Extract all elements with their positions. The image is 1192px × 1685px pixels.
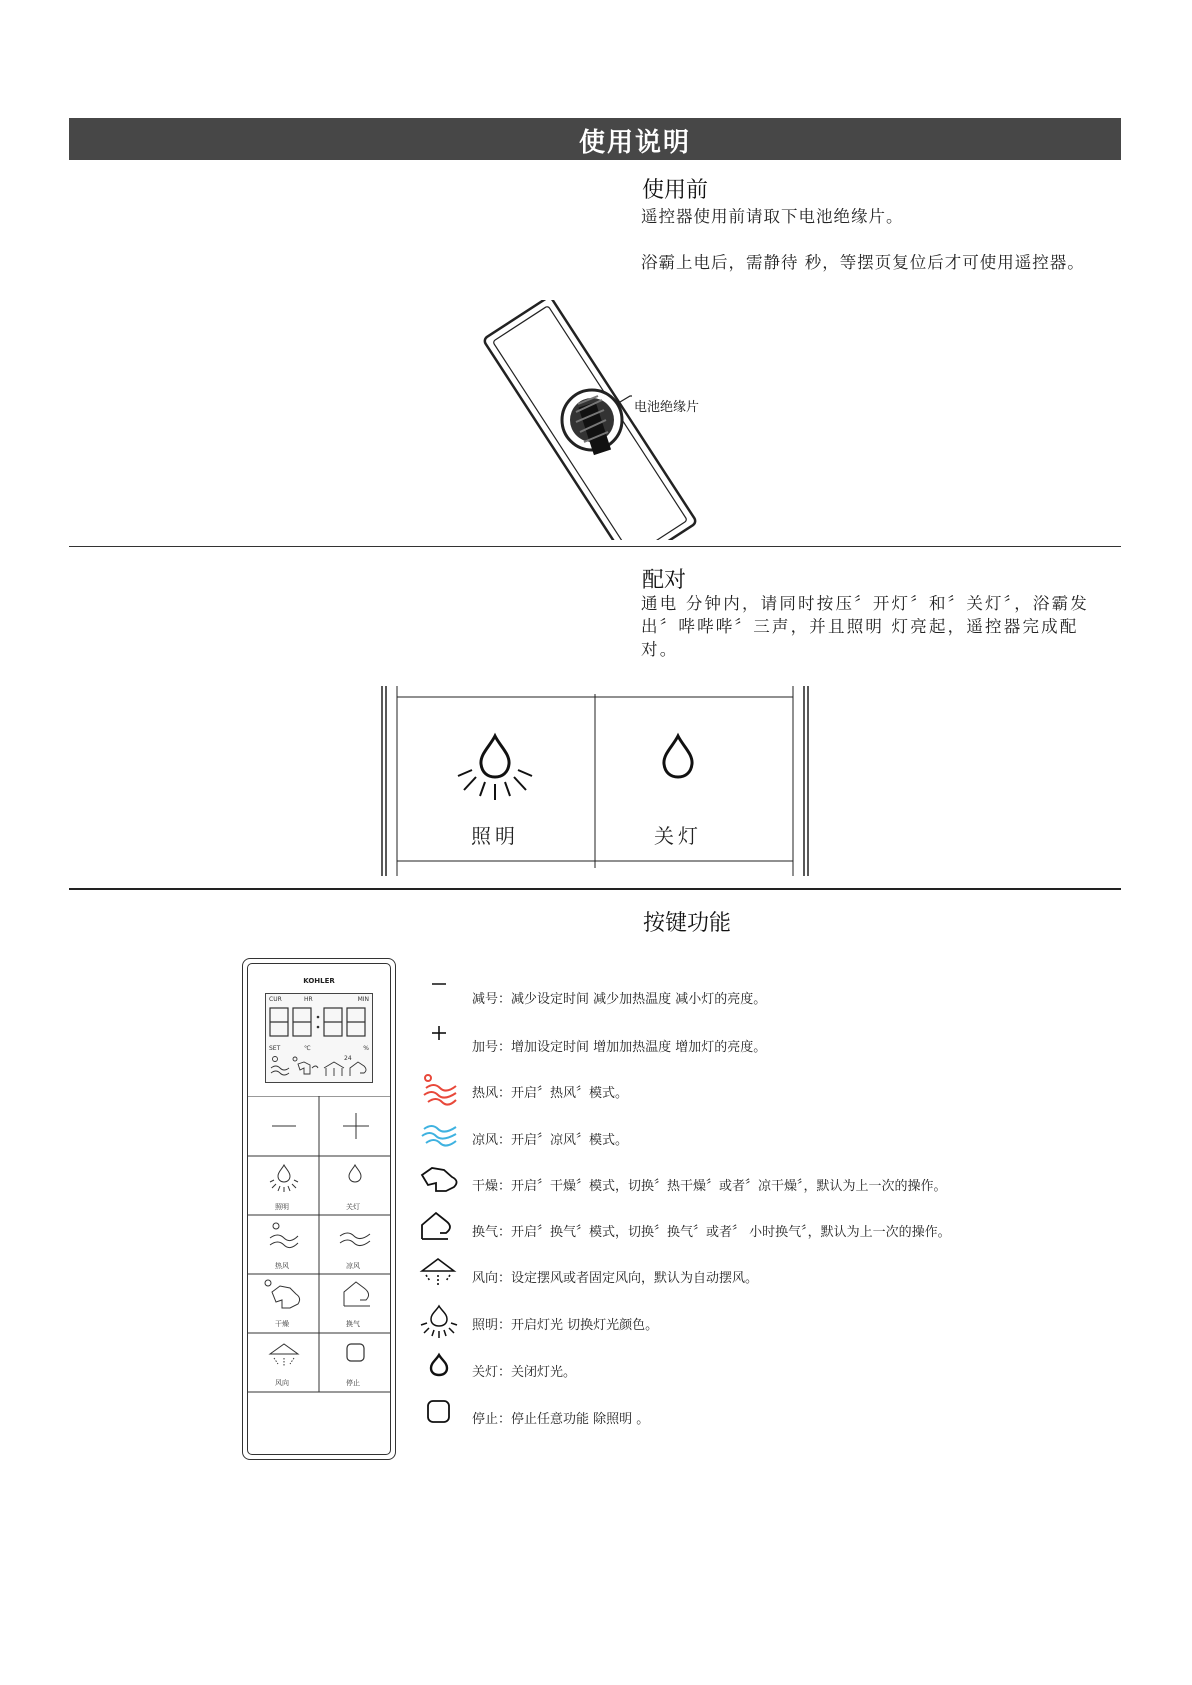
feature-text: 加号：增加设定时间 增加加热温度 增加灯的亮度。 bbox=[472, 1040, 767, 1055]
light-on-icon bbox=[270, 1165, 298, 1192]
plus-icon bbox=[343, 1113, 369, 1139]
light-off-icon bbox=[349, 1165, 361, 1182]
section-key-functions-heading: 按键功能 bbox=[643, 911, 732, 936]
feature-text: 照明：开启灯光 切换灯光颜色。 bbox=[472, 1318, 659, 1333]
remote-key-grid bbox=[248, 1096, 390, 1456]
lcd-hr: HR bbox=[304, 996, 313, 1003]
remote-key-label: 干燥 bbox=[275, 1320, 289, 1328]
title-bar bbox=[69, 118, 1121, 160]
remote-back-illustration bbox=[480, 300, 720, 540]
light-on-icon bbox=[418, 1304, 462, 1344]
feature-wind-direction bbox=[418, 1257, 1038, 1297]
light-off-icon bbox=[648, 730, 708, 790]
feature-plus bbox=[418, 1026, 1038, 1066]
wind-direction-icon bbox=[418, 1257, 462, 1297]
feature-text: 风向：设定摆风或者固定风向，默认为自动摆风。 bbox=[472, 1271, 759, 1286]
stop-icon bbox=[418, 1398, 462, 1438]
pairing-paragraph: 通电 分钟内，请同时按压〞开灯〞和〞关灯〞，浴霸发出〞哔哔哔〞三声，并且照明 灯亮起，遥控器完成配对。 bbox=[641, 594, 1089, 659]
lcd-cur: CUR bbox=[269, 996, 282, 1003]
feature-cool-wind bbox=[418, 1119, 1038, 1159]
feature-minus bbox=[418, 978, 1038, 1018]
pair-off-label: 关灯 bbox=[654, 824, 702, 848]
lcd-percent: % bbox=[363, 1045, 369, 1052]
remote-key-label: 照明 bbox=[275, 1203, 289, 1211]
lcd-mode-icons bbox=[268, 1054, 370, 1080]
dry-icon bbox=[418, 1165, 462, 1205]
feature-stop bbox=[418, 1398, 1038, 1438]
remote-key-label: 换气 bbox=[346, 1320, 360, 1328]
page-title: 使用说明 bbox=[578, 128, 691, 158]
hot-wind-icon bbox=[418, 1072, 462, 1112]
feature-text: 关灯：关闭灯光。 bbox=[472, 1365, 577, 1380]
before-use-line-1: 遥控器使用前请取下电池绝缘片。 bbox=[641, 207, 904, 226]
feature-text: 热风：开启〞热风〞模式。 bbox=[472, 1086, 629, 1101]
feature-light-on bbox=[418, 1304, 1038, 1344]
feature-light-off bbox=[418, 1351, 1038, 1391]
lcd-set: SET bbox=[269, 1045, 281, 1052]
dry-icon bbox=[265, 1280, 300, 1308]
feature-ventilate bbox=[418, 1211, 1038, 1251]
feature-dry bbox=[418, 1165, 1038, 1205]
lcd-min: MIN bbox=[357, 996, 369, 1003]
cool-wind-icon bbox=[418, 1119, 462, 1159]
remote-key-label: 关灯 bbox=[346, 1203, 360, 1211]
plus-icon bbox=[418, 1026, 462, 1066]
lcd-timer: 24 bbox=[344, 1055, 352, 1062]
feature-text: 换气：开启〞换气〞模式，切换〞换气〞或者〞 小时换气〞，默认为上一次的操作。 bbox=[472, 1225, 951, 1240]
ventilate-icon bbox=[344, 1282, 370, 1306]
cool-wind-icon bbox=[340, 1233, 370, 1246]
minus-icon bbox=[418, 978, 462, 1018]
hot-wind-icon bbox=[270, 1223, 298, 1248]
feature-hot-wind bbox=[418, 1072, 1038, 1112]
wind-direction-icon bbox=[270, 1344, 298, 1366]
before-use-line-2: 浴霸上电后，需静待 秒，等摆页复位后才可使用遥控器。 bbox=[641, 253, 1085, 272]
remote-key-label: 停止 bbox=[346, 1379, 360, 1387]
feature-text: 干燥：开启〞干燥〞模式，切换〞热干燥〞或者〞凉干燥〞，默认为上一次的操作。 bbox=[472, 1179, 947, 1194]
remote-key-label: 风向 bbox=[275, 1379, 289, 1387]
pairing-button-diagram bbox=[380, 686, 810, 876]
remote-brand: KOHLER bbox=[303, 977, 335, 985]
pair-off-button[interactable] bbox=[648, 730, 708, 790]
section-before-use-heading: 使用前 bbox=[642, 178, 709, 203]
remote-lcd bbox=[265, 993, 373, 1083]
lcd-digits bbox=[268, 1006, 370, 1040]
section-pairing-heading: 配对 bbox=[642, 568, 687, 593]
lcd-temp-unit: ℃ bbox=[304, 1045, 311, 1052]
feature-text: 凉风：开启〞凉风〞模式。 bbox=[472, 1133, 629, 1148]
battery-tab-callout: 电池绝缘片 bbox=[634, 400, 700, 415]
ventilate-icon bbox=[418, 1211, 462, 1251]
remote-control bbox=[242, 958, 396, 1460]
feature-text: 停止：停止任意功能 除照明 。 bbox=[472, 1412, 650, 1427]
divider-1 bbox=[69, 546, 1121, 547]
feature-text: 减号：减少设定时间 减少加热温度 减小灯的亮度。 bbox=[472, 992, 767, 1007]
light-on-icon bbox=[450, 730, 540, 800]
remote-key-label: 热风 bbox=[275, 1262, 289, 1270]
light-off-icon bbox=[418, 1351, 462, 1391]
pair-light-label: 照明 bbox=[471, 824, 519, 848]
pair-light-button[interactable] bbox=[450, 730, 540, 800]
remote-key-label: 凉风 bbox=[346, 1262, 360, 1270]
stop-icon bbox=[347, 1344, 364, 1361]
divider-2 bbox=[69, 888, 1121, 890]
